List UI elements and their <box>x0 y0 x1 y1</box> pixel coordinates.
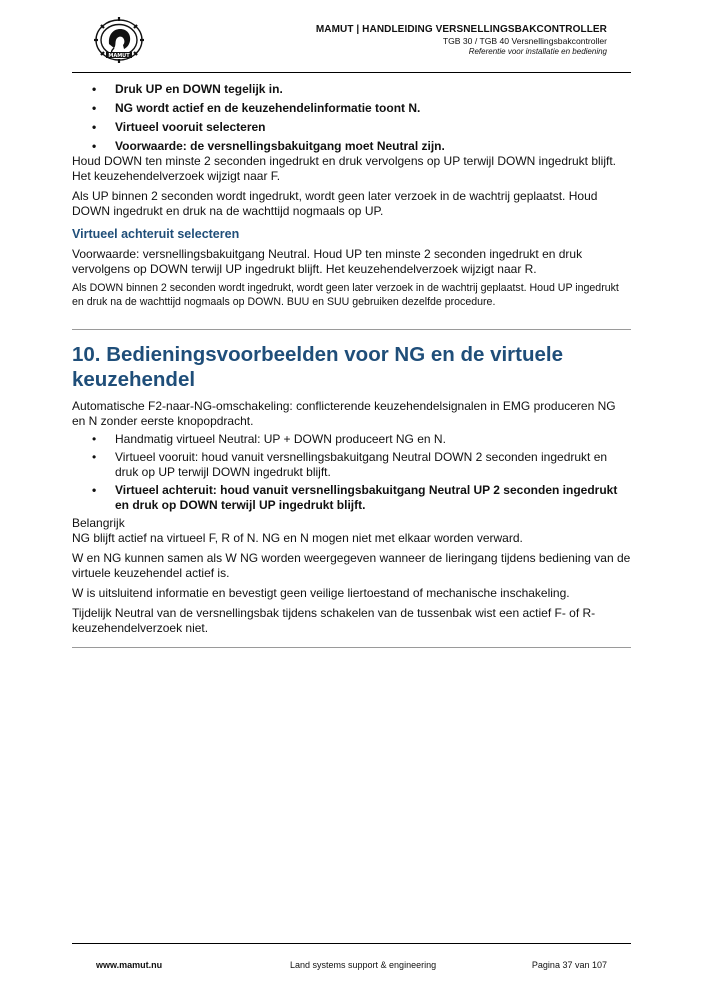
list-item: • Druk UP en DOWN tegelijk in. <box>72 82 632 97</box>
header-subtitle: TGB 30 / TGB 40 Versnellingsbakcontroller <box>442 35 607 46</box>
logo-text: MAMUT <box>108 53 130 59</box>
section-heading: 10. Bedieningsvoorbeelden voor NG en de virtuele keuzehendel <box>72 343 563 391</box>
list-item: • Virtueel vooruit selecteren <box>72 120 632 135</box>
footer-website: www.mamut.nu <box>96 960 163 970</box>
section-10-body <box>72 399 632 636</box>
page-number: Pagina 37 van 107 <box>531 960 607 970</box>
note: NG blijft actief na virtueel F, R of N. NG en N mogen niet met elkaar worden verward. <box>72 531 523 545</box>
subheading-reverse: Virtueel achteruit selecteren <box>72 227 240 241</box>
list-item: • Virtueel vooruit: houd vanuit versnellingsbakuitgang Neutral DOWN 2 seconden ingedrukt en druk op UP terwijl DOWN ingedrukt blijft. <box>72 450 632 480</box>
paragraph: Als UP binnen 2 seconden wordt ingedrukt, wordt geen later verzoek in de wachtrij geplaatst. Houd DOWN ingedrukt en druk na de wachttijd nogmaals op UP. <box>72 189 598 218</box>
note: Tijdelijk Neutral van de versnellingsbak tijdens schakelen van de tussenbak wist een actief F- of R-keuzehendelverzoek niet. <box>72 606 596 635</box>
list-item: • Virtueel achteruit: houd vanuit versnellingsbakuitgang Neutral UP 2 seconden ingedrukt en druk op DOWN terwijl UP ingedrukt blijft. <box>72 483 632 513</box>
bullet-list-top <box>72 82 632 154</box>
list-item: • Voorwaarde: de versnellingsbakuitgang moet Neutral zijn. <box>72 139 632 154</box>
important-label: Belangrijk <box>72 516 125 530</box>
section-virtual-selection <box>72 82 632 309</box>
note: W en NG kunnen samen als W NG worden weergegeven wanneer de lieringang tijdens bediening van de virtuele keuzehendel actief is. <box>72 551 631 580</box>
header-divider <box>72 72 631 73</box>
paragraph: Voorwaarde: versnellingsbakuitgang Neutral. Houd UP ten minste 2 seconden ingedrukt en druk vervolgens op DOWN terwijl UP ingedrukt blijft. Het keuzehendelverzoek wijzigt naar R. <box>72 247 583 276</box>
paragraph: Houd DOWN ten minste 2 seconden ingedrukt en druk vervolgens op UP terwijl DOWN ingedrukt blijft. Het keuzehendelverzoek wijzigt naar F. <box>72 154 617 183</box>
list-item: • NG wordt actief en de keuzehendelinformatie toont N. <box>72 101 632 116</box>
footer-tagline: Land systems support & engineering <box>290 960 437 970</box>
page-header <box>316 24 607 57</box>
paragraph-small: Als DOWN binnen 2 seconden wordt ingedrukt, wordt geen later verzoek in de wachtrij geplaatst. Houd UP ingedrukt en druk na de wachttijd nogmaals op DOWN. BUU en SUU gebruiken dezelfde procedure. <box>72 282 619 308</box>
section-divider <box>72 329 631 330</box>
header-title: MAMUT | HANDLEIDING VERSNELLINGSBAKCONTROLLER <box>315 24 607 35</box>
bullet-list-examples <box>72 432 632 513</box>
mamut-logo <box>92 16 146 64</box>
list-item: • Handmatig virtueel Neutral: UP + DOWN produceert NG en N. <box>72 432 632 447</box>
section-end-divider <box>72 647 631 648</box>
footer-divider <box>72 943 631 944</box>
note: W is uitsluitend informatie en bevestigt geen veilige liertoestand of mechanische inschakeling. <box>72 586 570 600</box>
paragraph: Automatische F2-naar-NG-omschakeling: conflicterende keuzehendelsignalen in EMG produceren NG en N zonder eerste knopopdracht. <box>72 399 616 428</box>
header-subtitle-2: Referentie voor installatie en bediening <box>468 47 607 57</box>
